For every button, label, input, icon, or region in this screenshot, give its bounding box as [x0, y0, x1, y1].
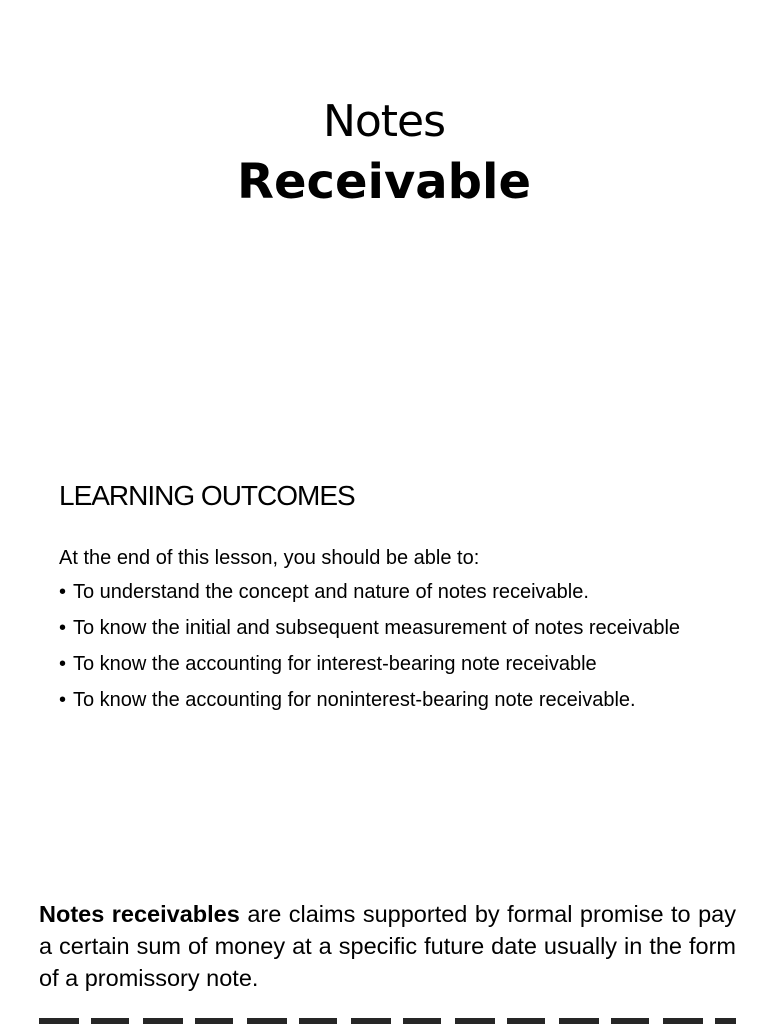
bullet-icon: •: [59, 689, 67, 711]
learning-outcomes-section: [59, 478, 709, 722]
notes-receivable-definition: [39, 898, 736, 994]
learning-outcomes-list: [59, 578, 709, 714]
bullet-icon: •: [59, 581, 67, 603]
outcome-text: To know the initial and subsequent measurement of notes receivable: [73, 617, 681, 639]
outcome-text: To know the accounting for interest-bearing note receivable: [73, 653, 597, 675]
page-title: [0, 92, 768, 212]
outcome-text: To know the accounting for noninterest-bearing note receivable.: [73, 689, 636, 711]
bullet-icon: •: [59, 617, 67, 639]
title-line-notes: Notes: [322, 96, 446, 147]
learning-outcomes-intro: At the end of this lesson, you should be able to:: [59, 547, 480, 569]
learning-outcomes-heading: LEARNING OUTCOMES: [59, 480, 355, 511]
definition-term: Notes receivables: [39, 901, 240, 927]
title-line-receivable: Receivable: [236, 154, 532, 210]
list-item: [59, 650, 709, 678]
definition-text: are claims supported by formal promise to pay a certain sum of money at a specific future date usually in the form of a promissory note.: [39, 901, 736, 991]
list-item: [59, 578, 709, 606]
cut-off-text-line: [39, 1012, 736, 1024]
outcome-text: To understand the concept and nature of notes receivable.: [73, 581, 589, 603]
list-item: [59, 686, 709, 714]
list-item: [59, 614, 709, 642]
bullet-icon: •: [59, 653, 67, 675]
